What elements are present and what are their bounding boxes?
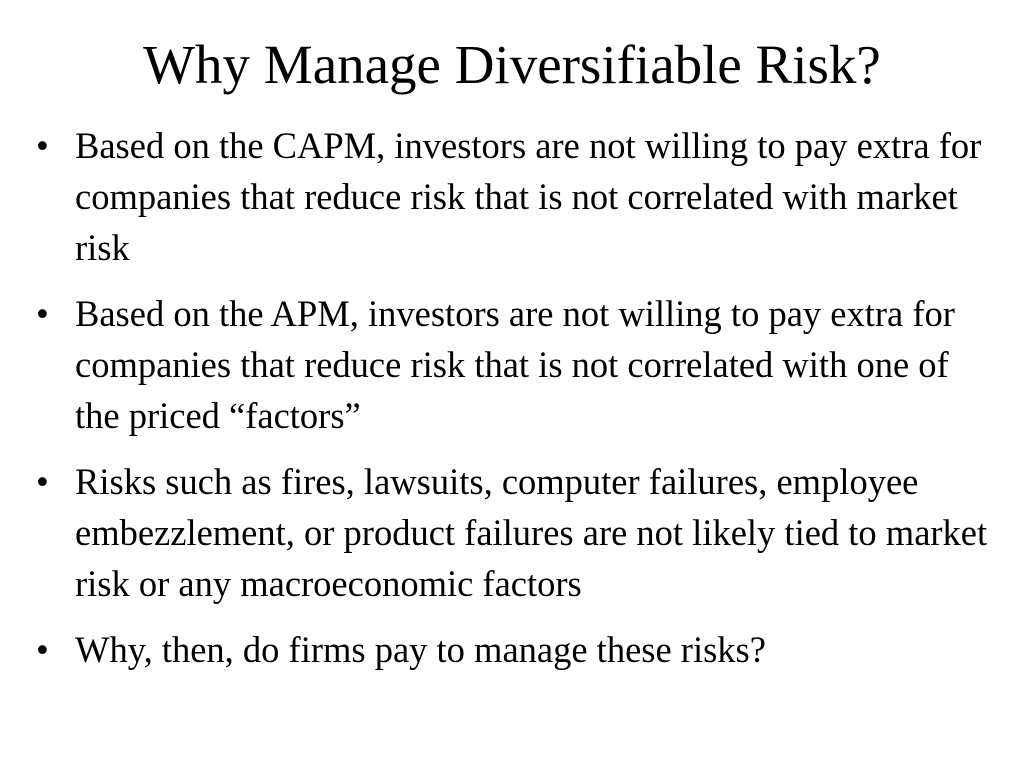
bullet-marker: • — [36, 293, 49, 334]
bullet-text: Risks such as fires, lawsuits, computer failures, employee embezzlement, or product failures are not likely tied to market risk or any macroeconomic factors — [75, 461, 988, 604]
bullet-text: Based on the CAPM, investors are not willing to pay extra for companies that reduce risk that is not correlated with market risk — [75, 125, 982, 268]
bullet-marker: • — [36, 461, 49, 502]
bullet-marker: • — [36, 629, 49, 670]
slide-title: Why Manage Diversifiable Risk? — [143, 34, 881, 95]
bullet-marker: • — [36, 125, 49, 166]
bullet-text: Why, then, do firms pay to manage these risks? — [75, 629, 766, 670]
bullet-item-capm — [30, 120, 990, 273]
bullet-item-risk-examples — [30, 456, 990, 609]
bullet-item-question — [30, 624, 990, 675]
bullet-item-apm — [30, 288, 990, 441]
bullet-text: Based on the APM, investors are not willing to pay extra for companies that reduce risk that is not correlated with one of the priced “factors” — [75, 293, 955, 436]
bullet-list — [30, 120, 990, 690]
